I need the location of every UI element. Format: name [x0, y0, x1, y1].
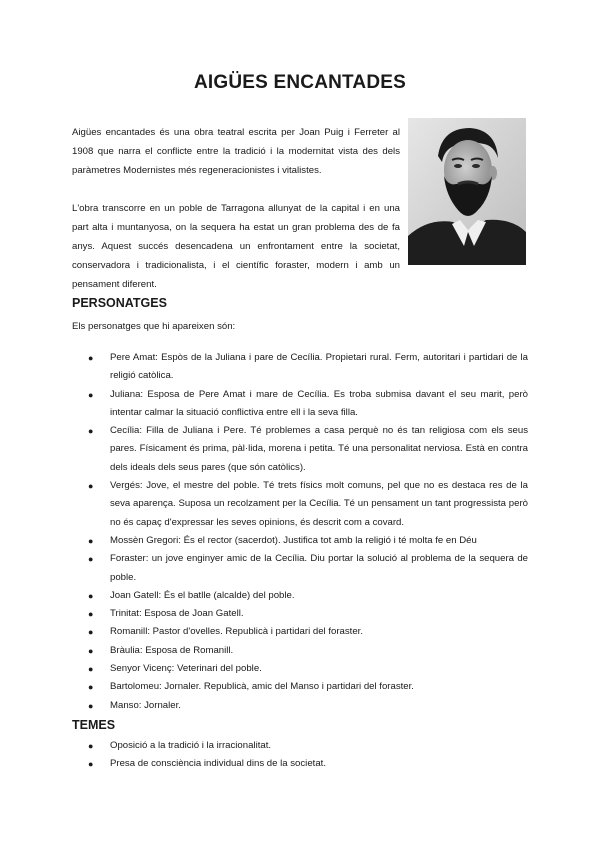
- list-item: ● Senyor Vicenç: Veterinari del poble.: [72, 660, 528, 678]
- list-item: ● Presa de consciència individual dins de la societat.: [72, 755, 528, 773]
- section-heading-personatges: PERSONATGES: [72, 296, 167, 310]
- bullet-icon: ●: [88, 741, 94, 751]
- document-title: AIGÜES ENCANTADES: [193, 72, 407, 93]
- personatges-list: [72, 349, 528, 715]
- bullet-icon: ●: [88, 627, 94, 638]
- list-item: ● Manso: Jornaler.: [72, 697, 528, 715]
- section-heading-temes: TEMES: [72, 718, 116, 732]
- list-item: ● Joan Gatell: És el batlle (alcalde) del poble.: [72, 587, 528, 605]
- list-item: ● Romanill: Pastor d'ovelles. Republicà i partidari del foraster.: [72, 623, 528, 641]
- bullet-icon: ●: [88, 664, 94, 675]
- list-item: ● Bartolomeu: Jornaler. Republicà, amic del Manso i partidari del foraster.: [72, 678, 528, 696]
- bullet-icon: ●: [88, 645, 94, 656]
- personatges-lead: Els personatges que hi apareixen són:: [72, 321, 236, 332]
- bullet-icon: ●: [88, 700, 94, 711]
- list-item: ● Juliana: Esposa de Pere Amat i mare de Cecília. Es troba submisa davant el seu marit, però intentar calmar la situació conflictiva entre ell i la seva filla.: [72, 386, 528, 423]
- list-item: ● Foraster: un jove enginyer amic de la Cecília. Diu portar la solució al problema de la sequera de poble.: [72, 550, 528, 587]
- bullet-icon: ●: [88, 759, 94, 770]
- bullet-icon: ●: [88, 481, 94, 492]
- list-item: ● Vergés: Jove, el mestre del poble. Té trets físics molt comuns, pel que no es destaca res de la seva aparença. Suposa un recolzament per la Cecília. Té un pensament un tant progressista però no és capaç d'expressar les seves opinions, és descrit com a covard.: [72, 477, 528, 532]
- temes-list: [72, 737, 528, 774]
- bullet-icon: ●: [88, 609, 94, 620]
- bullet-icon: ●: [88, 590, 94, 601]
- intro-paragraph-2: L'obra transcorre en un poble de Tarragona allunyat de la capital i en una part alta i muntanyosa, on la sequera ha estat un gran problema des de fa anys. Aquest succés desencadena un enfrontament entre la societat, conservadora i tradicionalista, i el científic foraster, modern i amb un pensament diferent.: [72, 203, 400, 290]
- list-item: ● Mossèn Gregori: És el rector (sacerdot). Justifica tot amb la religió i té molta fe en Déu: [72, 532, 528, 550]
- list-item: ● Oposició a la tradició i la irracionalitat.: [72, 737, 528, 755]
- list-item: ● Bràulia: Esposa de Romanill.: [72, 642, 528, 660]
- author-portrait: [408, 118, 526, 265]
- bullet-icon: ●: [88, 389, 94, 400]
- bullet-icon: ●: [88, 353, 94, 363]
- intro-paragraph-1: Aigües encantades és una obra teatral escrita per Joan Puig i Ferreter al 1908 que narra el conflicte entre la tradició i la modernitat vista des dels paràmetres Modernistes més regeneracionistes i vitalistes.: [72, 127, 400, 176]
- list-item: ● Trinitat: Esposa de Joan Gatell.: [72, 605, 528, 623]
- list-item: ● Pere Amat: Espòs de la Juliana i pare de Cecília. Propietari rural. Ferm, autoritari i partidari de la religió catòlica.: [72, 349, 528, 386]
- intro-section: [72, 123, 400, 294]
- bullet-icon: ●: [88, 554, 94, 565]
- bullet-icon: ●: [88, 426, 94, 437]
- list-item: ● Cecília: Filla de Juliana i Pere. Té problemes a casa perquè no és tan religiosa com els seus pares. Físicament és prima, pàl·lida, morena i petita. Té una personalitat nerviosa. Està en contra dels ideals dels seus pares (que són catòlics).: [72, 422, 528, 477]
- bullet-icon: ●: [88, 682, 94, 693]
- bullet-icon: ●: [88, 535, 94, 546]
